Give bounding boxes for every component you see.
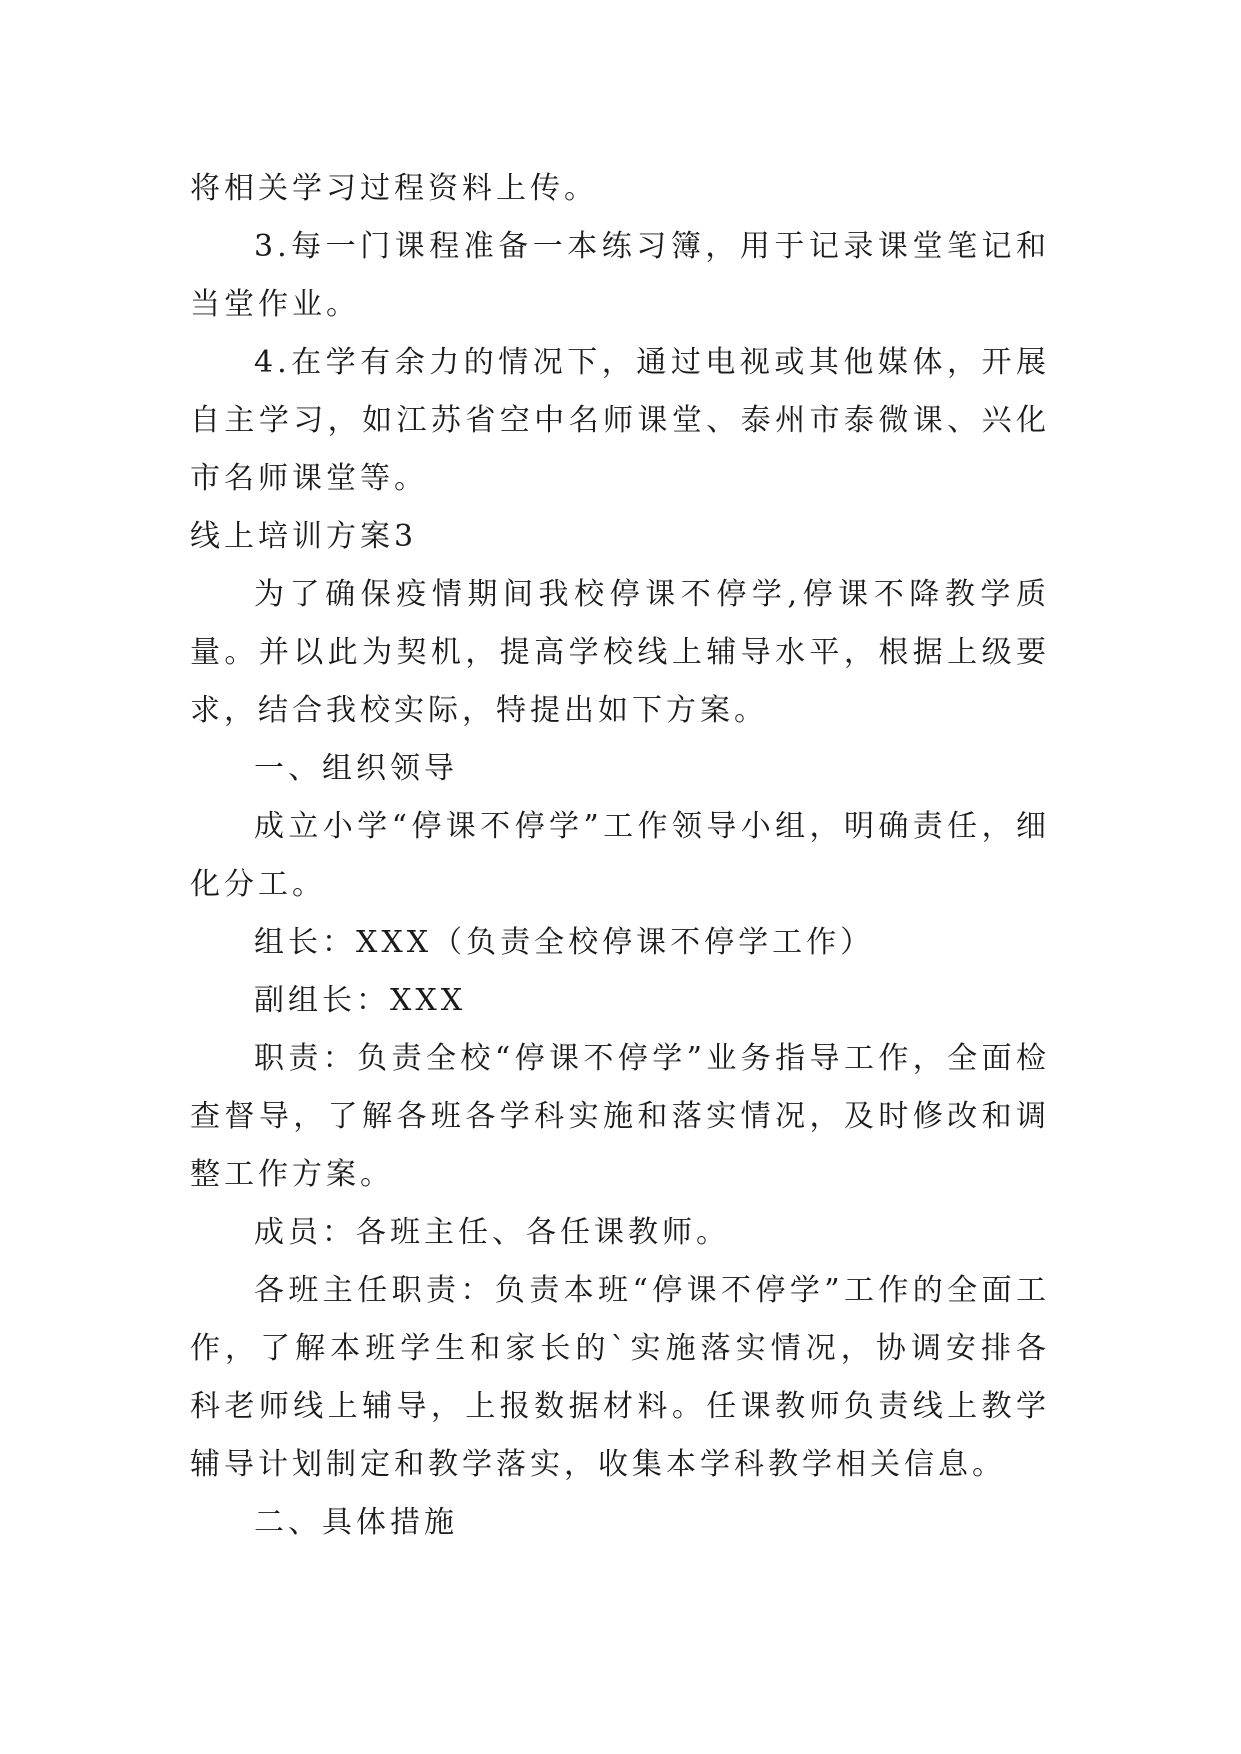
paragraph: 各班主任职责：负责本班“停课不停学”工作的全面工作，了解本班学生和家长的`实施落实情况，协调安排各科老师线上辅导，上报数据材料。任课教师负责线上教学辅导计划制定和教学落实，收集本学科教学相关信息。: [190, 1273, 1050, 1482]
section-heading: 二、具体措施: [254, 1505, 458, 1540]
paragraph: 3.每一门课程准备一本练习簿，用于记录课堂笔记和当堂作业。: [190, 229, 1050, 322]
paragraph: 成立小学“停课不停学”工作领导小组，明确责任，细化分工。: [190, 809, 1050, 902]
paragraph: 副组长：XXX: [254, 983, 467, 1018]
paragraph: 4.在学有余力的情况下，通过电视或其他媒体，开展自主学习，如江苏省空中名师课堂、泰州市泰微课、兴化市名师课堂等。: [190, 345, 1050, 496]
paragraph: 职责：负责全校“停课不停学”业务指导工作，全面检查督导，了解各班各学科实施和落实情况，及时修改和调整工作方案。: [190, 1041, 1050, 1192]
section-heading: 一、组织领导: [254, 751, 458, 786]
paragraph: 为了确保疫情期间我校停课不停学,停课不降教学质量。并以此为契机，提高学校线上辅导水平，根据上级要求，结合我校实际，特提出如下方案。: [190, 577, 1050, 728]
section-heading: 线上培训方案3: [190, 519, 418, 554]
document-body: [190, 160, 1050, 1552]
paragraph: 成员：各班主任、各任课教师。: [254, 1215, 730, 1250]
paragraph: 将相关学习过程资料上传。: [190, 171, 598, 206]
paragraph: 组长：XXX（负责全校停课不停学工作）: [254, 925, 875, 960]
